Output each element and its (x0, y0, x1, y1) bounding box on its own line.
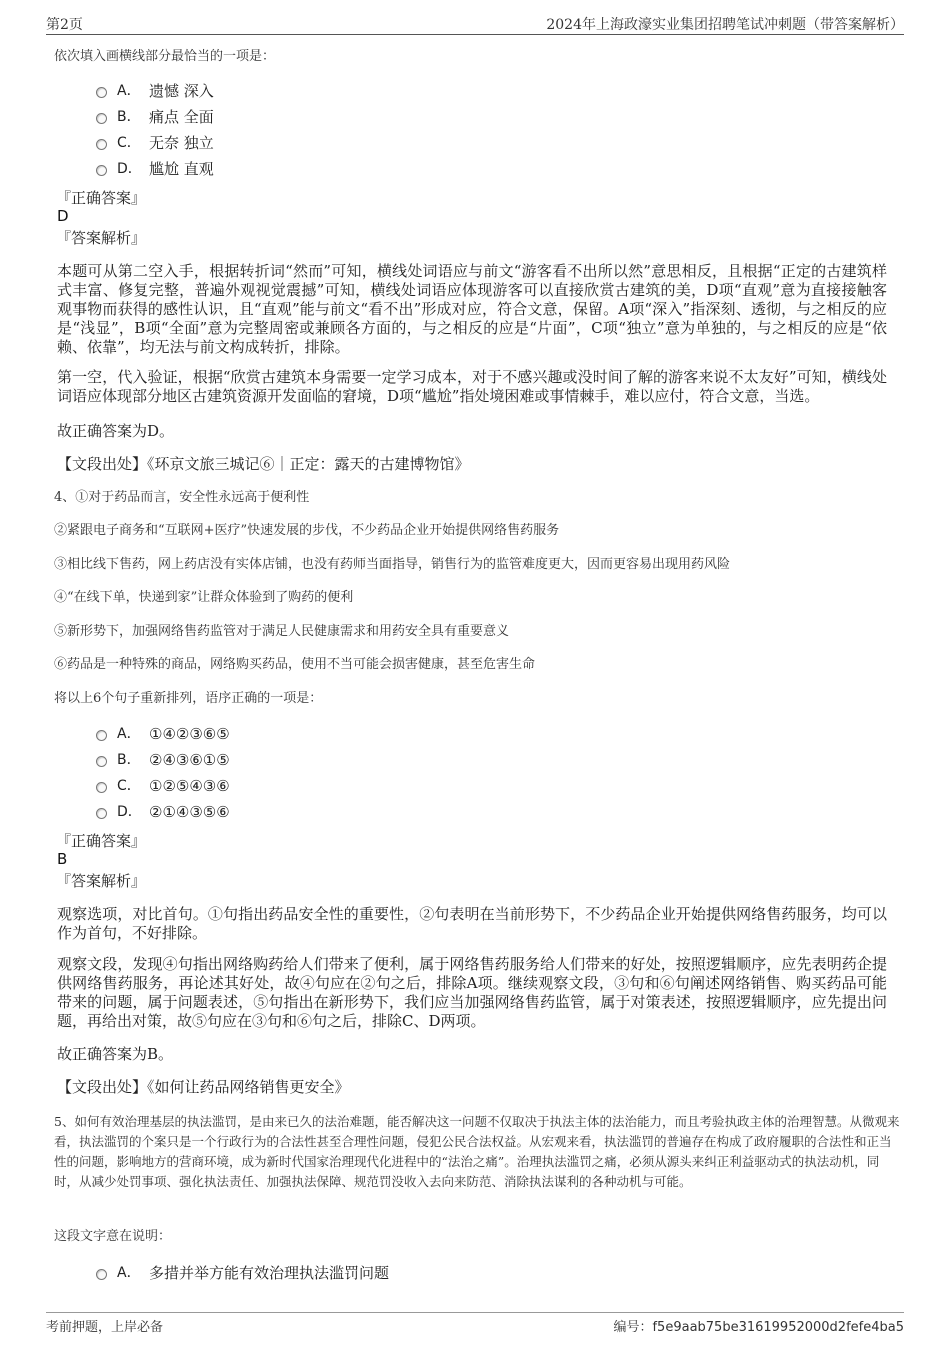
q4-sentence-3: ③相比线下售药，网上药店没有实体店铺，也没有药师当面指导，销售行为的监管难度更大，因而更容易出现用药风险 (54, 557, 731, 572)
q3-source: 【文段出处】《环京文旅三城记⑥｜正定：露天的古建博物馆》 (57, 455, 470, 473)
radio-icon[interactable] (96, 139, 107, 150)
q5-prompt: 这段文字意在说明： (54, 1229, 172, 1244)
q4-sentence-2: ②紧跟电子商务和“互联网+医疗”快速发展的步伐，不少药品企业开始提供网络售药服务 (54, 523, 560, 538)
q3-analysis-1: 本题可从第二空入手，根据转折词“然而”可知，横线处词语应与前文“游客看不出所以然”意思相反，且根据“正定的古建筑样式丰富、修复完整，普遍外观视觉震撼”可知，横线处词语应体现游客可以直接欣赏古建筑的美，D项“直观”意为直接接触客观事物而获得的感性认识，且“直观”能与前文“看不出”形成对应，符合文意，保留。A项“深入”指深刻、透彻，与之相反的应是“浅显”，B项“全面”意为完整周密或兼顾各方面的，与之相反的应是“片面”，C项“独立”意为单独的，与之相反的应是“依赖、依靠”，均无法与前文构成转折，排除。 (57, 262, 887, 356)
page-number: 第2页 (46, 17, 83, 33)
q4-analysis-3: 故正确答案为B。 (57, 1045, 174, 1063)
q4-analysis-1: 观察选项，对比首句。①句指出药品安全性的重要性，②句表明在当前形势下，不少药品企业开始提供网络售药服务，均可以作为首句，不好排除。 (57, 905, 887, 942)
q3-option-d[interactable]: D． 尴尬 直观 (96, 158, 214, 180)
footer-slogan: 考前押题，上岸必备 (46, 1320, 164, 1335)
radio-icon[interactable] (96, 165, 107, 176)
radio-icon[interactable] (96, 730, 107, 741)
q4-option-a[interactable]: A． ①④②③⑥⑤ (96, 723, 230, 745)
q3-analysis-2: 第一空，代入验证，根据“欣赏古建筑本身需要一定学习成本，对于不感兴趣或没时间了解的游客来说不太友好”可知，横线处词语应体现部分地区古建筑资源开发面临的窘境，D项“尴尬”指处境困难或事情棘手，难以应付，符合文意，当选。 (57, 368, 887, 405)
radio-icon[interactable] (96, 808, 107, 819)
page-footer (46, 1312, 904, 1337)
document-title: 2024年上海政濠实业集团招聘笔试冲刺题（带答案解析） (546, 17, 904, 33)
q4-sentence-6: ⑥药品是一种特殊的商品，网络购买药品，使用不当可能会损害健康，甚至危害生命 (54, 657, 536, 672)
document-id: 编号：f5e9aab75be31619952000d2fefe4ba5 (613, 1320, 904, 1335)
q4-analysis-label: 『答案解析』 (56, 872, 147, 890)
q4-option-b[interactable]: B． ②④③⑥①⑤ (96, 749, 230, 771)
q3-option-a[interactable]: A． 遗憾 深入 (96, 80, 214, 102)
q4-answer: B (57, 850, 68, 868)
radio-icon[interactable] (96, 782, 107, 793)
q3-analysis-label: 『答案解析』 (56, 229, 147, 247)
q4-prompt: 将以上6个句子重新排列，语序正确的一项是： (54, 691, 323, 706)
q4-answer-label: 『正确答案』 (56, 832, 147, 850)
radio-icon[interactable] (96, 1269, 107, 1280)
page-header (46, 12, 904, 35)
q3-answer-label: 『正确答案』 (56, 189, 147, 207)
q4-sentence-5: ⑤新形势下，加强网络售药监管对于满足人民健康需求和用药安全具有重要意义 (54, 624, 510, 639)
q4-sentence-4: ④“在线下单，快递到家”让群众体验到了购药的便利 (54, 590, 354, 605)
q5-option-a[interactable]: A． 多措并举方能有效治理执法滥罚问题 (96, 1262, 389, 1284)
q4-option-c[interactable]: C． ①②⑤④③⑥ (96, 775, 230, 797)
q3-option-c[interactable]: C． 无奈 独立 (96, 132, 214, 154)
radio-icon[interactable] (96, 87, 107, 98)
q4-sentence-1: 4、①对于药品而言，安全性永远高于便利性 (54, 490, 310, 505)
q3-analysis-3: 故正确答案为D。 (57, 422, 175, 440)
radio-icon[interactable] (96, 756, 107, 767)
q4-option-d[interactable]: D． ②①④③⑤⑥ (96, 801, 230, 823)
q3-option-b[interactable]: B． 痛点 全面 (96, 106, 214, 128)
radio-icon[interactable] (96, 113, 107, 124)
q5-stem: 5、如何有效治理基层的执法滥罚，是由来已久的法治难题，能否解决这一问题不仅取决于执法主体的法治能力，而且考验执政主体的治理智慧。从微观来看，执法滥罚的个案只是一个行政行为的合法性甚至合理性问题，侵犯公民合法权益。从宏观来看，执法滥罚的普遍存在构成了政府履职的合法性和正当性的问题，影响地方的营商环境，成为新时代国家治理现代化进程中的“法治之痛”。治理执法滥罚之痛，必须从源头来纠正利益驱动式的执法动机，同时，从减少处罚事项、强化执法责任、加强执法保障、规范罚没收入去向来防范、消除执法谋利的各种动机与可能。 (54, 1114, 900, 1189)
q3-prompt: 依次填入画横线部分最恰当的一项是： (54, 49, 276, 64)
q4-analysis-2: 观察文段，发现④句指出网络购药给人们带来了便利，属于网络售药服务给人们带来的好处，按照逻辑顺序，应先表明药企提供网络售药服务，再论述其好处，故④句应在②句之后，排除A项。继续观察文段，③句和⑥句阐述网络销售、购买药品可能带来的问题，属于问题表述，⑤句指出在新形势下，我们应当加强网络售药监管，属于对策表述，按照逻辑顺序，应先提出问题，再给出对策，故⑤句应在③句和⑥句之后，排除C、D两项。 (57, 955, 887, 1030)
q4-source: 【文段出处】《如何让药品网络销售更安全》 (57, 1078, 350, 1096)
q3-answer: D (57, 207, 69, 225)
